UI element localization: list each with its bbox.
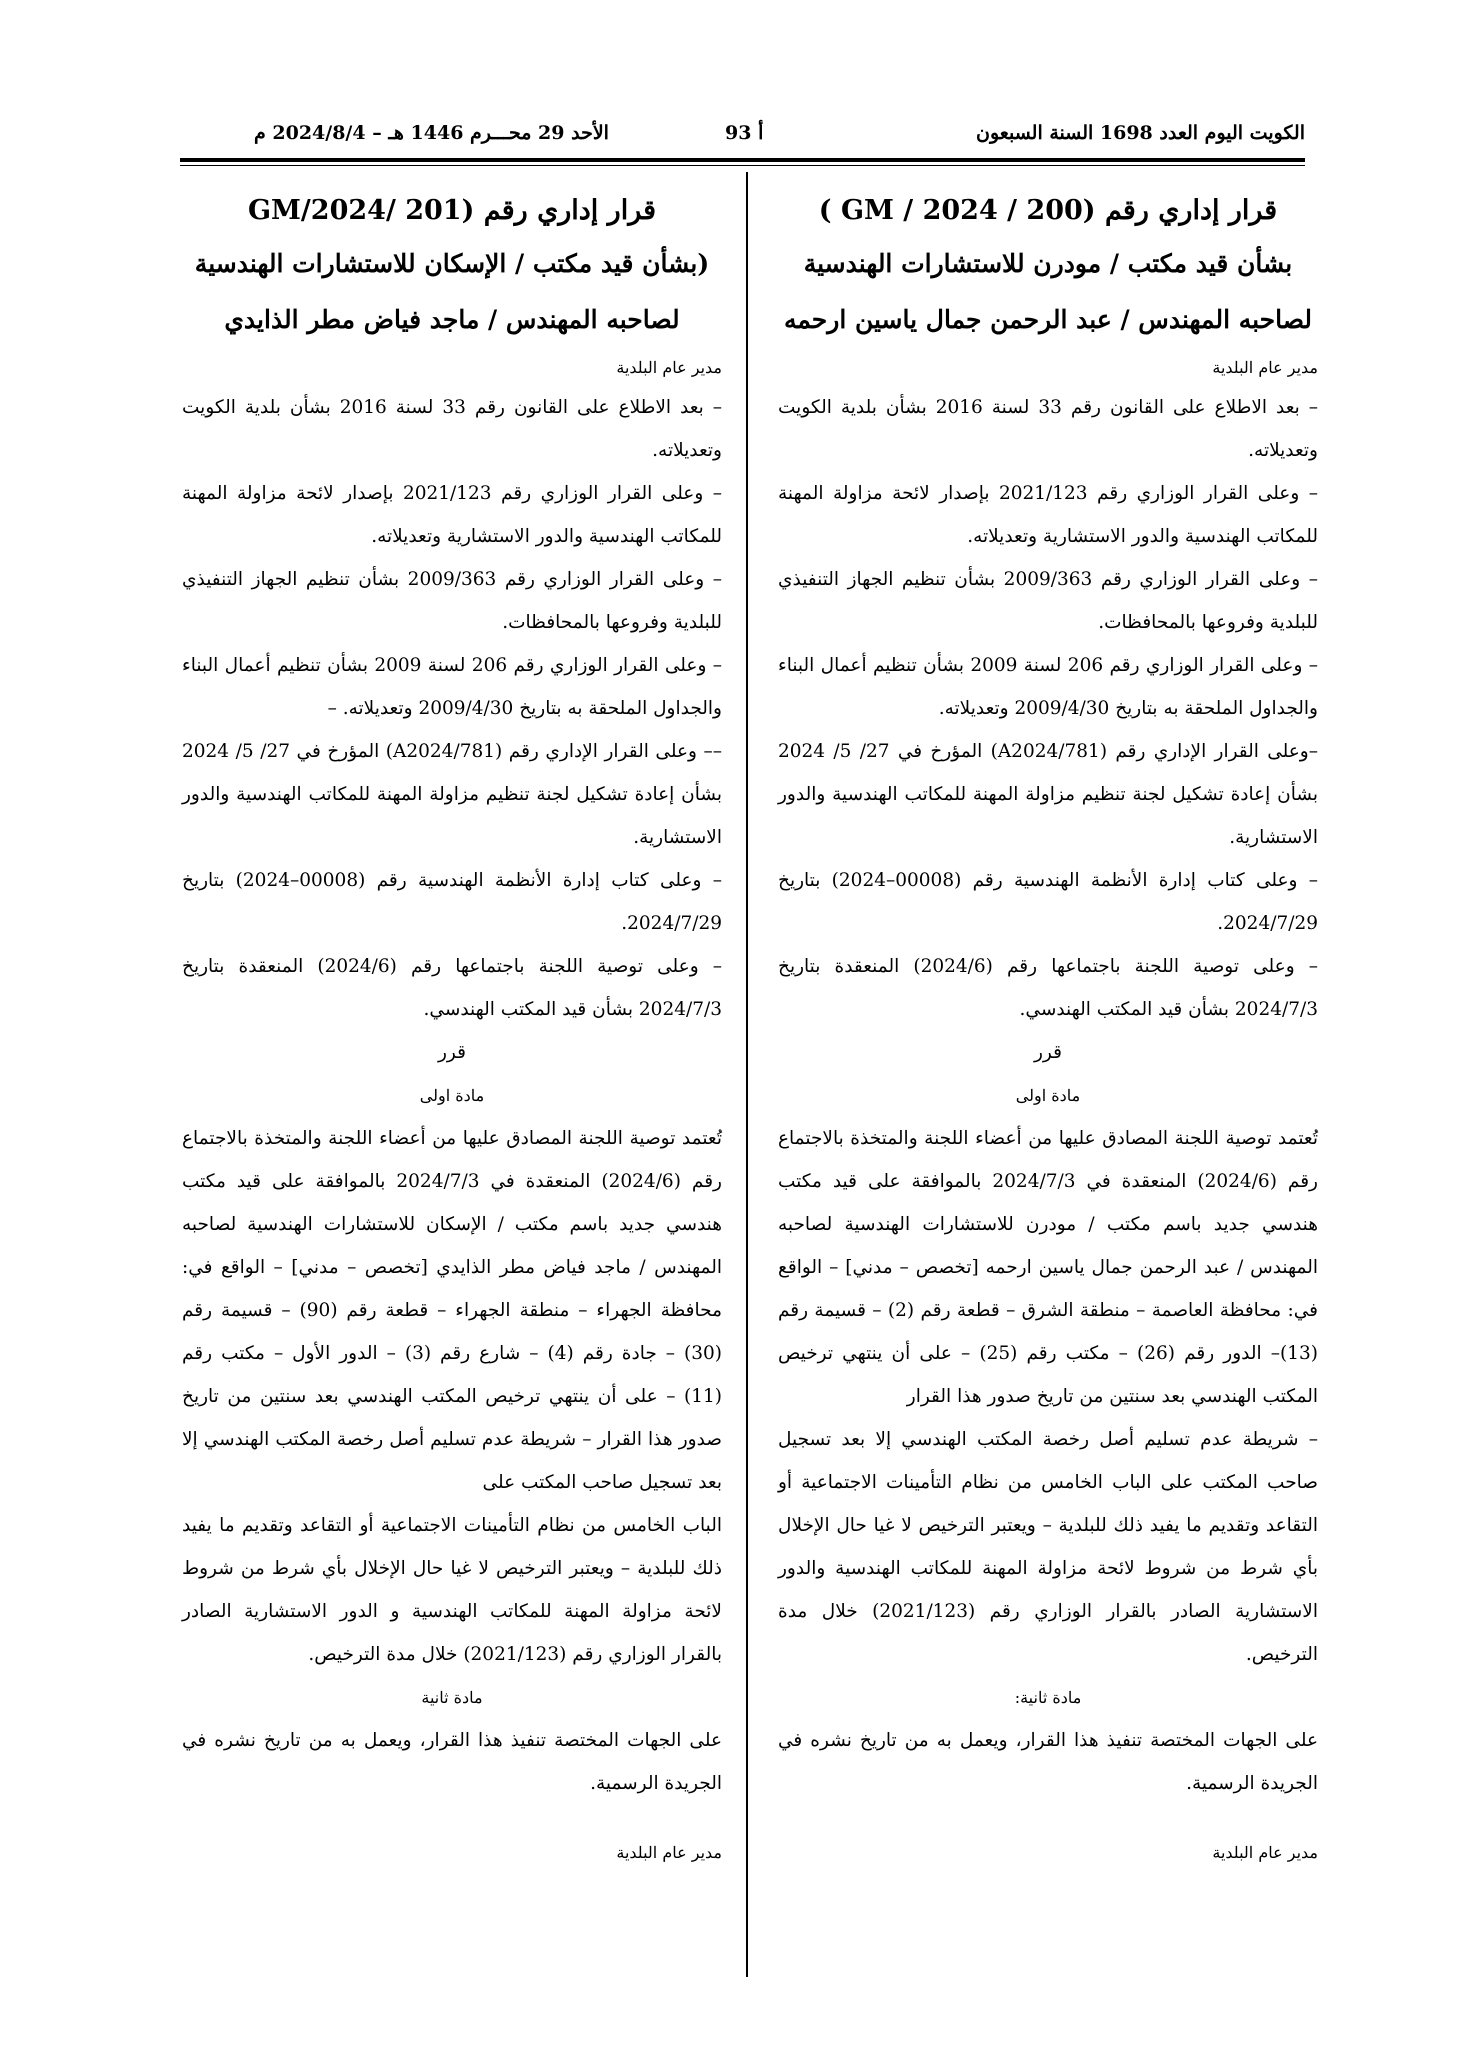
decision-200-subtitle-2: لصاحبه المهندس / عبد الرحمن جمال ياسين ارحمه — [783, 305, 1313, 334]
decision-200-decided: قرر — [1034, 1042, 1062, 1063]
page-number: أ 93 — [725, 122, 764, 144]
decision-200-subtitle-1: بشأن قيد مكتب / مودرن للاستشارات الهندسية — [803, 249, 1293, 278]
decision-201-article-1-condition: الباب الخامس من نظام التأمينات الاجتماعية أو التقاعد وتقديم ما يفيد ذلك للبلدية – ويعتبر الترخيص لا غيا حال الإخلال بأي شرط من شروط لائحة مزاولة المهنة للمكاتب الهندسية و الدور الاستشارية الصادر بالقرار الوزاري رقم (2021/123) خلال مدة الترخيص. — [182, 1515, 722, 1665]
column-divider — [746, 172, 748, 1977]
decision-201-preamble-1: – بعد الاطلاع على القانون رقم 33 لسنة 2016 بشأن بلدية الكويت وتعديلاته. — [182, 397, 723, 461]
decision-201-preamble-4: – وعلى القرار الوزاري رقم 206 لسنة 2009 بشأن تنظيم أعمال البناء والجداول الملحقة به بتاريخ 2009/4/30 وتعديلاته. – — [182, 655, 722, 719]
decision-200-preamble-5: –وعلى القرار الإداري رقم (A2024/781) المؤرخ في 27/ 5/ 2024 بشأن إعادة تشكيل لجنة تنظيم مزاولة المهنة للمكاتب الهندسية والدور الاستشارية. — [778, 741, 1318, 848]
page-header — [180, 116, 1305, 156]
decision-201-article-2-title: مادة ثانية — [421, 1688, 483, 1707]
decision-201-subtitle-2: لصاحبه المهندس / ماجد فياض مطر الذايدي — [224, 305, 680, 334]
header-issue: الكويت اليوم العدد 1698 السنة السبعون — [976, 122, 1305, 144]
decision-200-preamble-1: – بعد الاطلاع على القانون رقم 33 لسنة 2016 بشأن بلدية الكويت وتعديلاته. — [778, 397, 1319, 461]
decision-201-signature: مدير عام البلدية — [616, 1843, 722, 1862]
decision-201-preamble-5: –– وعلى القرار الإداري رقم (A2024/781) المؤرخ في 27/ 5/ 2024 بشأن إعادة تشكيل لجنة تنظيم مزاولة المهنة للمكاتب الهندسية والدور الاستشارية. — [182, 741, 722, 848]
decision-201-article-1-title: مادة اولى — [419, 1086, 485, 1105]
decision-200-article-2-body: على الجهات المختصة تنفيذ هذا القرار، ويعمل به من تاريخ نشره في الجريدة الرسمية. — [778, 1730, 1318, 1794]
decision-200-article-1-title: مادة اولى — [1015, 1086, 1081, 1105]
decision-200-preamble-4: – وعلى القرار الوزاري رقم 206 لسنة 2009 بشأن تنظيم أعمال البناء والجداول الملحقة به بتاريخ 2009/4/30 وتعديلاته. — [778, 655, 1318, 719]
decision-200-title: قرار إداري رقم (200 / 2024 / GM ) — [818, 195, 1278, 226]
decision-201-preamble-3: – وعلى القرار الوزاري رقم 2009/363 بشأن تنظيم الجهاز التنفيذي للبلدية وفروعها بالمحافظات. — [182, 569, 723, 633]
header-rule-thin — [180, 165, 1305, 166]
decision-201-preamble-7: – وعلى توصية اللجنة باجتماعها رقم (2024/6) المنعقدة بتاريخ 2024/7/3 بشأن قيد المكتب الهندسي. — [182, 956, 722, 1020]
decision-200-preamble-6: – وعلى كتاب إدارة الأنظمة الهندسية رقم (00008–2024) بتاريخ 2024/7/29. — [778, 870, 1318, 934]
decision-200-column — [778, 180, 1318, 1874]
decision-201-title: قرار إداري رقم (201 /GM/2024 — [247, 195, 657, 226]
decision-201-issuer: مدير عام البلدية — [616, 358, 722, 377]
decision-201-preamble-6: – وعلى كتاب إدارة الأنظمة الهندسية رقم (00008–2024) بتاريخ 2024/7/29. — [182, 870, 722, 934]
decision-200-preamble-7: – وعلى توصية اللجنة باجتماعها رقم (2024/6) المنعقدة بتاريخ 2024/7/3 بشأن قيد المكتب الهندسي. — [778, 956, 1318, 1020]
decision-200-preamble-2: – وعلى القرار الوزاري رقم 2021/123 بإصدار لائحة مزاولة المهنة للمكاتب الهندسية والدور الاستشارية وتعديلاته. — [778, 483, 1319, 547]
decision-201-article-1-body: تُعتمد توصية اللجنة المصادق عليها من أعضاء اللجنة والمتخذة بالاجتماع رقم (2024/6) المنعقدة في 2024/7/3 بالموافقة على قيد مكتب هندسي جديد باسم مكتب / الإسكان للاستشارات الهندسية لصاحبه المهندس / ماجد فياض مطر الذايدي [تخصص – مدني] – الواقع في: محافظة الجهراء – منطقة الجهراء – قطعة رقم (90) – قسيمة رقم (30) – جادة رقم (4) – شارع رقم (3) – الدور الأول – مكتب رقم (11) – على أن ينتهي ترخيص المكتب الهندسي بعد سنتين من تاريخ صدور هذا القرار – شريطة عدم تسليم أصل رخصة المكتب الهندسي إلا بعد تسجيل صاحب المكتب على — [182, 1128, 723, 1493]
decision-201-decided: قرر — [438, 1042, 466, 1063]
decision-201-article-2-body: على الجهات المختصة تنفيذ هذا القرار، ويعمل به من تاريخ نشره في الجريدة الرسمية. — [182, 1730, 722, 1794]
header-date: الأحد 29 محـــرم 1446 هـ – 2024/8/4 م — [254, 122, 609, 144]
decision-201-column — [182, 180, 722, 1874]
decision-200-signature: مدير عام البلدية — [1212, 1843, 1318, 1862]
decision-200-issuer: مدير عام البلدية — [1212, 358, 1318, 377]
decision-200-article-1-condition: – شريطة عدم تسليم أصل رخصة المكتب الهندسي إلا بعد تسجيل صاحب المكتب على الباب الخامس من نظام التأمينات الاجتماعية أو التقاعد وتقديم ما يفيد ذلك للبلدية – ويعتبر الترخيص لا غيا حال الإخلال بأي شرط من شروط لائحة مزاولة المهنة للمكاتب الهندسية والدور الاستشارية الصادر بالقرار الوزاري رقم (2021/123) خلال مدة الترخيص. — [778, 1429, 1318, 1665]
decision-201-subtitle-1: (بشأن قيد مكتب / الإسكان للاستشارات الهندسية — [194, 249, 710, 278]
decision-201-preamble-2: – وعلى القرار الوزاري رقم 2021/123 بإصدار لائحة مزاولة المهنة للمكاتب الهندسية والدور الاستشارية وتعديلاته. — [182, 483, 723, 547]
header-rule — [180, 158, 1305, 162]
decision-200-article-2-title: مادة ثانية: — [1014, 1688, 1082, 1707]
decision-200-preamble-3: – وعلى القرار الوزاري رقم 2009/363 بشأن تنظيم الجهاز التنفيذي للبلدية وفروعها بالمحافظات. — [778, 569, 1319, 633]
decision-200-article-1-body: تُعتمد توصية اللجنة المصادق عليها من أعضاء اللجنة والمتخذة بالاجتماع رقم (2024/6) المنعقدة في 2024/7/3 بالموافقة على قيد مكتب هندسي جديد باسم مكتب / مودرن للاستشارات الهندسية لصاحبه المهندس / عبد الرحمن جمال ياسين ارحمه [تخصص – مدني] – الواقع في: محافظة العاصمة – منطقة الشرق – قطعة رقم (2) – قسيمة رقم (13)– الدور رقم (26) – مكتب رقم (25) – على أن ينتهي ترخيص المكتب الهندسي بعد سنتين من تاريخ صدور هذا القرار — [778, 1128, 1318, 1407]
